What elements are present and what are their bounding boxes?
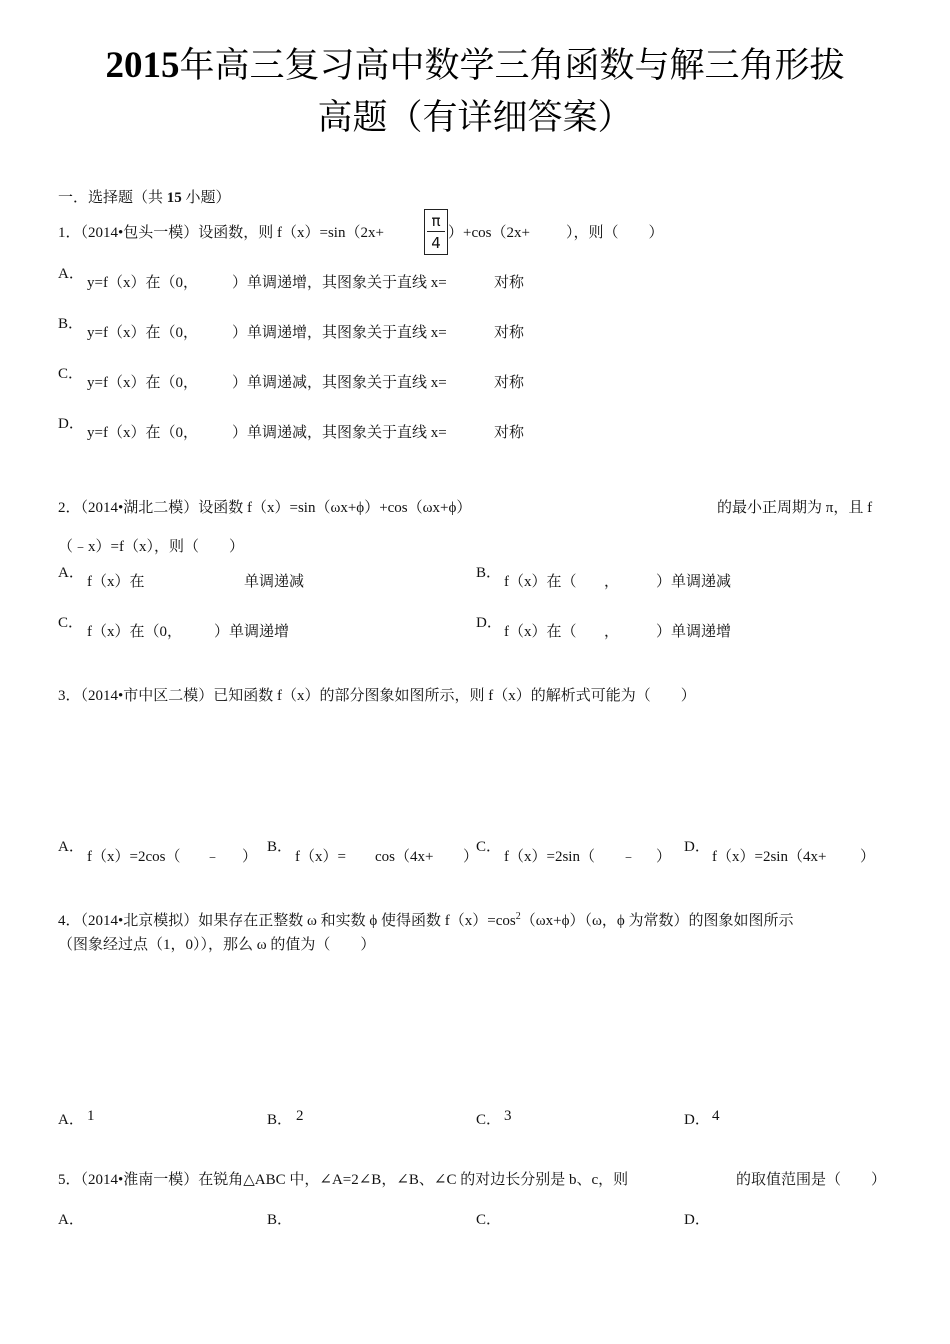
option-text-part-3: ）单调递增 bbox=[656, 624, 732, 640]
q1-stem-c: ），则（ ） bbox=[566, 225, 664, 241]
option-text-part-2: cos（4x+ bbox=[375, 849, 434, 865]
option-text-part-1: y=f（x）在（0， bbox=[87, 425, 198, 441]
q5-stem-b: 的取值范围是（ ） bbox=[736, 1172, 887, 1188]
option-text-part-1: f（x）=2sin（4x+ bbox=[712, 849, 827, 865]
section-header: 一．选择题（共 15 小题） bbox=[58, 190, 231, 206]
option-letter: D． bbox=[684, 1112, 710, 1128]
q3-stem: 3．（2014•市中区二模）已知函数 f（x）的部分图象如图所示，则 f（x）的解析式可能为（ ） bbox=[58, 688, 696, 704]
option-text-part-2: ﹣ bbox=[621, 849, 637, 865]
option-letter: C． bbox=[58, 366, 84, 382]
q4-stem-line-2: （图象经过点（1，0）），那么 ω 的值为（ ） bbox=[58, 937, 376, 953]
fraction-denominator: 4 bbox=[431, 234, 441, 252]
fraction-numerator: π bbox=[431, 212, 441, 230]
option-text-part-2: 单调递减 bbox=[244, 574, 305, 590]
option-letter: C． bbox=[58, 615, 84, 631]
title-year: 2015 bbox=[105, 45, 180, 86]
option-value: 2 bbox=[296, 1108, 304, 1124]
option-text-part-3: 对称 bbox=[494, 425, 525, 441]
option-letter: A． bbox=[58, 565, 84, 581]
option-letter: B． bbox=[267, 1112, 293, 1128]
option-text-part-2: ）单调递增，其图象关于直线 x= bbox=[232, 325, 447, 341]
q1-stem-a: 1．（2014•包头一模）设函数，则 f（x）=sin（2x+ bbox=[58, 225, 384, 241]
superscript: 2 bbox=[515, 911, 521, 922]
option-letter: D． bbox=[684, 839, 710, 855]
option-text-part-2: ）单调递增 bbox=[214, 624, 290, 640]
document-title-line-2: 高题（有详细答案） bbox=[317, 98, 633, 138]
option-text-part-3: 对称 bbox=[494, 325, 525, 341]
q2-stem-a: 2．（2014•湖北二模）设函数 f（x）=sin（ωx+ϕ）+cos（ωx+ϕ） bbox=[58, 500, 472, 516]
option-text-part-2: ）单调递减，其图象关于直线 x= bbox=[232, 375, 447, 391]
option-text-part-1: f（x）=2sin（ bbox=[504, 849, 595, 865]
fraction-bar bbox=[427, 231, 445, 232]
option-text-part-2: ） bbox=[860, 849, 876, 865]
option-value: 3 bbox=[504, 1108, 512, 1124]
q2-stem-c: （﹣x）=f（x），则（ ） bbox=[58, 539, 244, 555]
option-text-part-1: y=f（x）在（0， bbox=[87, 325, 198, 341]
question-count: 15 bbox=[166, 190, 182, 206]
option-letter: D． bbox=[476, 615, 502, 631]
option-text-part-2: ， bbox=[604, 624, 620, 640]
option-text-part-1: f（x）= bbox=[295, 849, 346, 865]
option-text-part-1: f（x）在（ bbox=[504, 624, 577, 640]
title-text: 年高三复习高中数学三角函数与解三角形拔 bbox=[179, 46, 845, 86]
option-letter: C． bbox=[476, 839, 502, 855]
q1-stem-b: ）+cos（2x+ bbox=[448, 225, 530, 241]
q5-option-b[interactable]: B． bbox=[267, 1212, 293, 1228]
option-letter: B． bbox=[267, 839, 293, 855]
option-text-part-1: y=f（x）在（0， bbox=[87, 275, 198, 291]
option-text-part-2: ）单调递增，其图象关于直线 x= bbox=[232, 275, 447, 291]
option-text-part-1: f（x）在（ bbox=[504, 574, 577, 590]
q5-option-a[interactable]: A． bbox=[58, 1212, 84, 1228]
option-text-part-3: ）单调递减 bbox=[656, 574, 732, 590]
q5-stem-a: 5．（2014•淮南一模）在锐角△ABC 中，∠A=2∠B，∠B、∠C 的对边长分别是 b、c，则 bbox=[58, 1172, 629, 1188]
q4-stem-line-1: 4．（2014•北京模拟）如果存在正整数 ω 和实数 ϕ 使得函数 $f(x)=\cos^2(\omega x+\phi)(\omega$，ϕ 为常数）的图象如图所示 bbox=[58, 911, 794, 929]
option-text-part-1: f（x）=2cos（ bbox=[87, 849, 181, 865]
option-letter: A． bbox=[58, 1112, 84, 1128]
q1-fraction-pi-over-4 bbox=[424, 209, 448, 255]
option-text-part-3: 对称 bbox=[494, 275, 525, 291]
document-title-line-1 bbox=[0, 44, 950, 88]
option-text-part-3: 对称 bbox=[494, 375, 525, 391]
option-text-part-1: y=f（x）在（0， bbox=[87, 375, 198, 391]
option-letter: B． bbox=[476, 565, 502, 581]
q2-stem-b: 的最小正周期为 π，且 f bbox=[717, 500, 873, 516]
option-letter: A． bbox=[58, 266, 84, 282]
option-text-part-1: f（x）在（0， bbox=[87, 624, 182, 640]
option-text-part-2: ， bbox=[604, 574, 620, 590]
option-text-part-1: f（x）在 bbox=[87, 574, 145, 590]
option-letter: D． bbox=[58, 416, 84, 432]
option-letter: C． bbox=[476, 1112, 502, 1128]
option-value: 4 bbox=[712, 1108, 720, 1124]
option-text-part-3: ） bbox=[463, 849, 479, 865]
option-value: 1 bbox=[87, 1108, 95, 1124]
option-text-part-3: ） bbox=[656, 849, 672, 865]
option-text-part-2: ﹣ bbox=[205, 849, 221, 865]
option-text-part-3: ） bbox=[242, 849, 258, 865]
option-text-part-2: ）单调递减，其图象关于直线 x= bbox=[232, 425, 447, 441]
option-letter: A． bbox=[58, 839, 84, 855]
option-letter: B． bbox=[58, 316, 84, 332]
q5-option-d[interactable]: D． bbox=[684, 1212, 710, 1228]
q5-option-c[interactable]: C． bbox=[476, 1212, 502, 1228]
